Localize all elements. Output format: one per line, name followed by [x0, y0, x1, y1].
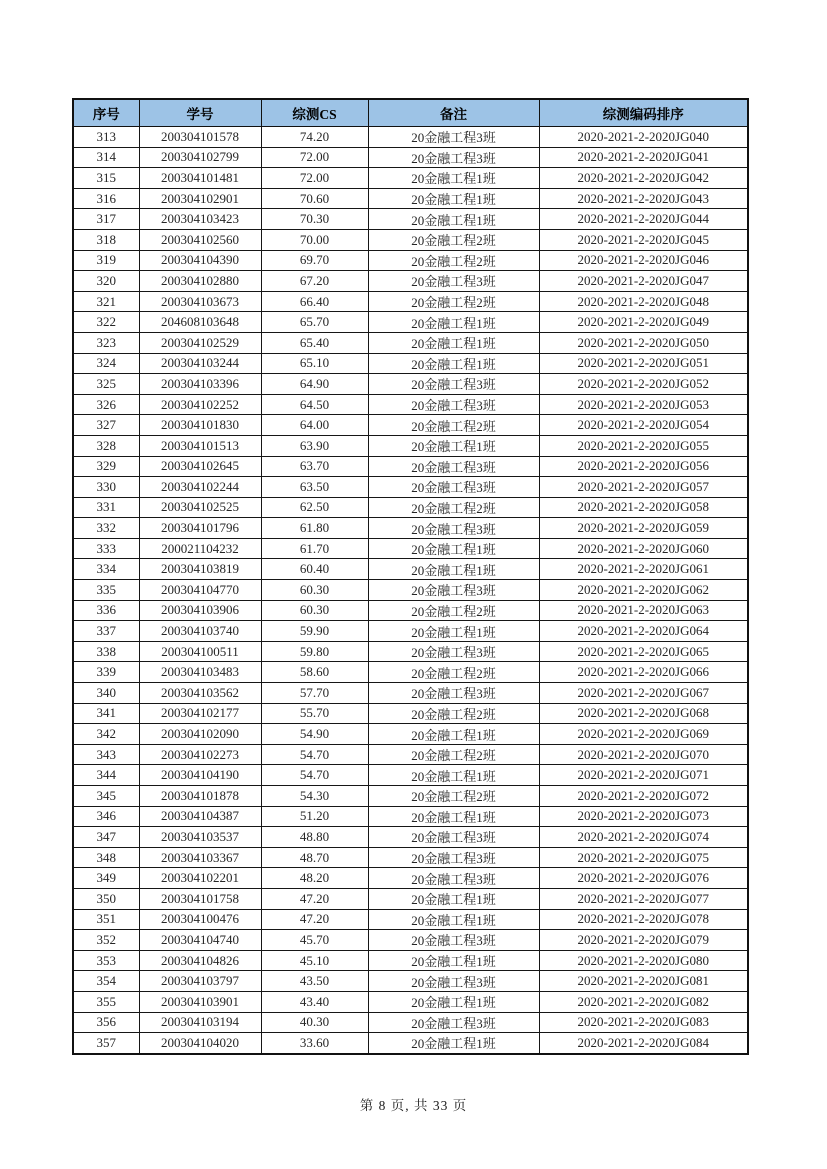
- cell-remark: 20金融工程2班: [368, 600, 539, 621]
- cell-remark: 20金融工程3班: [368, 1012, 539, 1033]
- cell-remark: 20金融工程3班: [368, 868, 539, 889]
- cell-seq: 336: [73, 600, 139, 621]
- cell-score: 70.60: [261, 188, 368, 209]
- cell-student-id: 200304102560: [139, 229, 261, 250]
- cell-student-id: 200304102252: [139, 394, 261, 415]
- column-header-student-id: 学号: [139, 99, 261, 127]
- column-header-remark: 备注: [368, 99, 539, 127]
- cell-score: 63.50: [261, 477, 368, 498]
- table-row: [73, 765, 748, 786]
- table-row: [73, 559, 748, 580]
- cell-student-id: 200304103906: [139, 600, 261, 621]
- cell-score: 66.40: [261, 291, 368, 312]
- cell-score: 70.30: [261, 209, 368, 230]
- cell-remark: 20金融工程1班: [368, 724, 539, 745]
- cell-student-id: 200304103537: [139, 827, 261, 848]
- table-row: [73, 724, 748, 745]
- cell-score: 54.70: [261, 765, 368, 786]
- cell-seq: 347: [73, 827, 139, 848]
- cell-student-id: 200304103423: [139, 209, 261, 230]
- cell-code-sort: 2020-2021-2-2020JG060: [539, 538, 748, 559]
- cell-seq: 329: [73, 456, 139, 477]
- cell-student-id: 200304103483: [139, 662, 261, 683]
- cell-code-sort: 2020-2021-2-2020JG044: [539, 209, 748, 230]
- cell-code-sort: 2020-2021-2-2020JG080: [539, 950, 748, 971]
- cell-seq: 345: [73, 786, 139, 807]
- cell-code-sort: 2020-2021-2-2020JG051: [539, 353, 748, 374]
- table-row: [73, 1012, 748, 1033]
- table-row: [73, 394, 748, 415]
- cell-student-id: 200304103244: [139, 353, 261, 374]
- cell-student-id: 200304102244: [139, 477, 261, 498]
- cell-student-id: 200304104740: [139, 930, 261, 951]
- cell-student-id: 200304101578: [139, 127, 261, 148]
- table-row: [73, 888, 748, 909]
- cell-student-id: 200304103367: [139, 847, 261, 868]
- cell-code-sort: 2020-2021-2-2020JG062: [539, 580, 748, 601]
- cell-student-id: 200304100511: [139, 641, 261, 662]
- cell-student-id: 200304101878: [139, 786, 261, 807]
- cell-code-sort: 2020-2021-2-2020JG055: [539, 435, 748, 456]
- cell-student-id: 200304103740: [139, 621, 261, 642]
- cell-code-sort: 2020-2021-2-2020JG068: [539, 703, 748, 724]
- cell-remark: 20金融工程1班: [368, 188, 539, 209]
- cell-remark: 20金融工程3班: [368, 827, 539, 848]
- table-row: [73, 147, 748, 168]
- cell-code-sort: 2020-2021-2-2020JG047: [539, 271, 748, 292]
- cell-code-sort: 2020-2021-2-2020JG050: [539, 332, 748, 353]
- cell-code-sort: 2020-2021-2-2020JG061: [539, 559, 748, 580]
- cell-remark: 20金融工程3班: [368, 683, 539, 704]
- table-row: [73, 497, 748, 518]
- table-row: [73, 271, 748, 292]
- cell-code-sort: 2020-2021-2-2020JG041: [539, 147, 748, 168]
- cell-remark: 20金融工程1班: [368, 765, 539, 786]
- cell-score: 61.80: [261, 518, 368, 539]
- table-row: [73, 847, 748, 868]
- table-row: [73, 250, 748, 271]
- cell-score: 60.40: [261, 559, 368, 580]
- cell-remark: 20金融工程3班: [368, 456, 539, 477]
- table-row: [73, 806, 748, 827]
- cell-student-id: 200304101513: [139, 435, 261, 456]
- cell-code-sort: 2020-2021-2-2020JG082: [539, 991, 748, 1012]
- cell-student-id: 200304102273: [139, 744, 261, 765]
- table-row: [73, 580, 748, 601]
- cell-code-sort: 2020-2021-2-2020JG075: [539, 847, 748, 868]
- cell-score: 47.20: [261, 909, 368, 930]
- table-row: [73, 930, 748, 951]
- cell-code-sort: 2020-2021-2-2020JG065: [539, 641, 748, 662]
- cell-seq: 327: [73, 415, 139, 436]
- table-row: [73, 229, 748, 250]
- cell-code-sort: 2020-2021-2-2020JG076: [539, 868, 748, 889]
- cell-seq: 355: [73, 991, 139, 1012]
- cell-seq: 323: [73, 332, 139, 353]
- cell-seq: 330: [73, 477, 139, 498]
- cell-code-sort: 2020-2021-2-2020JG045: [539, 229, 748, 250]
- table-row: [73, 662, 748, 683]
- cell-seq: 326: [73, 394, 139, 415]
- table-row: [73, 703, 748, 724]
- cell-remark: 20金融工程1班: [368, 950, 539, 971]
- cell-code-sort: 2020-2021-2-2020JG064: [539, 621, 748, 642]
- cell-remark: 20金融工程3班: [368, 847, 539, 868]
- cell-seq: 341: [73, 703, 139, 724]
- cell-code-sort: 2020-2021-2-2020JG048: [539, 291, 748, 312]
- cell-remark: 20金融工程2班: [368, 497, 539, 518]
- cell-seq: 321: [73, 291, 139, 312]
- cell-student-id: 200304101758: [139, 888, 261, 909]
- cell-score: 63.90: [261, 435, 368, 456]
- cell-code-sort: 2020-2021-2-2020JG069: [539, 724, 748, 745]
- cell-student-id: 200304101796: [139, 518, 261, 539]
- cell-student-id: 200021104232: [139, 538, 261, 559]
- cell-student-id: 204608103648: [139, 312, 261, 333]
- table-header-row: [73, 99, 748, 127]
- cell-seq: 356: [73, 1012, 139, 1033]
- cell-score: 72.00: [261, 147, 368, 168]
- cell-code-sort: 2020-2021-2-2020JG078: [539, 909, 748, 930]
- cell-student-id: 200304103396: [139, 374, 261, 395]
- cell-remark: 20金融工程2班: [368, 250, 539, 271]
- table-row: [73, 518, 748, 539]
- cell-score: 72.00: [261, 168, 368, 189]
- cell-score: 64.90: [261, 374, 368, 395]
- cell-student-id: 200304102177: [139, 703, 261, 724]
- cell-seq: 342: [73, 724, 139, 745]
- table-row: [73, 332, 748, 353]
- cell-seq: 334: [73, 559, 139, 580]
- cell-student-id: 200304102901: [139, 188, 261, 209]
- table-row: [73, 209, 748, 230]
- cell-remark: 20金融工程3班: [368, 518, 539, 539]
- cell-seq: 350: [73, 888, 139, 909]
- cell-student-id: 200304102880: [139, 271, 261, 292]
- cell-student-id: 200304104770: [139, 580, 261, 601]
- cell-score: 74.20: [261, 127, 368, 148]
- table-row: [73, 291, 748, 312]
- page-number-footer: 第 8 页, 共 33 页: [359, 1098, 468, 1113]
- cell-score: 61.70: [261, 538, 368, 559]
- cell-remark: 20金融工程1班: [368, 538, 539, 559]
- cell-student-id: 200304104390: [139, 250, 261, 271]
- cell-score: 58.60: [261, 662, 368, 683]
- table-row: [73, 435, 748, 456]
- cell-code-sort: 2020-2021-2-2020JG057: [539, 477, 748, 498]
- cell-score: 54.30: [261, 786, 368, 807]
- table-row: [73, 991, 748, 1012]
- cell-seq: 324: [73, 353, 139, 374]
- cell-remark: 20金融工程1班: [368, 1033, 539, 1054]
- cell-score: 60.30: [261, 580, 368, 601]
- cell-code-sort: 2020-2021-2-2020JG070: [539, 744, 748, 765]
- cell-remark: 20金融工程3班: [368, 147, 539, 168]
- cell-seq: 317: [73, 209, 139, 230]
- cell-code-sort: 2020-2021-2-2020JG046: [539, 250, 748, 271]
- table-row: [73, 312, 748, 333]
- cell-code-sort: 2020-2021-2-2020JG040: [539, 127, 748, 148]
- cell-score: 64.00: [261, 415, 368, 436]
- cell-score: 54.70: [261, 744, 368, 765]
- cell-score: 64.50: [261, 394, 368, 415]
- cell-remark: 20金融工程1班: [368, 909, 539, 930]
- table-row: [73, 786, 748, 807]
- table-row: [73, 353, 748, 374]
- cell-remark: 20金融工程1班: [368, 806, 539, 827]
- column-header-score: 综测CS: [261, 99, 368, 127]
- table-row: [73, 600, 748, 621]
- column-header-seq: 序号: [73, 99, 139, 127]
- cell-remark: 20金融工程3班: [368, 641, 539, 662]
- cell-code-sort: 2020-2021-2-2020JG084: [539, 1033, 748, 1054]
- cell-seq: 333: [73, 538, 139, 559]
- cell-seq: 316: [73, 188, 139, 209]
- cell-code-sort: 2020-2021-2-2020JG079: [539, 930, 748, 951]
- cell-score: 63.70: [261, 456, 368, 477]
- cell-seq: 349: [73, 868, 139, 889]
- cell-code-sort: 2020-2021-2-2020JG071: [539, 765, 748, 786]
- cell-score: 43.40: [261, 991, 368, 1012]
- cell-remark: 20金融工程1班: [368, 332, 539, 353]
- table-row: [73, 827, 748, 848]
- cell-score: 45.10: [261, 950, 368, 971]
- cell-code-sort: 2020-2021-2-2020JG042: [539, 168, 748, 189]
- cell-score: 48.80: [261, 827, 368, 848]
- table-row: [73, 168, 748, 189]
- cell-seq: 313: [73, 127, 139, 148]
- cell-seq: 322: [73, 312, 139, 333]
- cell-student-id: 200304104020: [139, 1033, 261, 1054]
- cell-remark: 20金融工程1班: [368, 209, 539, 230]
- cell-score: 60.30: [261, 600, 368, 621]
- cell-remark: 20金融工程1班: [368, 168, 539, 189]
- cell-student-id: 200304104387: [139, 806, 261, 827]
- cell-seq: 353: [73, 950, 139, 971]
- cell-remark: 20金融工程1班: [368, 991, 539, 1012]
- cell-score: 40.30: [261, 1012, 368, 1033]
- cell-remark: 20金融工程3班: [368, 127, 539, 148]
- table-body: [73, 127, 748, 1054]
- cell-student-id: 200304104826: [139, 950, 261, 971]
- cell-seq: 315: [73, 168, 139, 189]
- cell-remark: 20金融工程3班: [368, 971, 539, 992]
- cell-code-sort: 2020-2021-2-2020JG083: [539, 1012, 748, 1033]
- cell-seq: 354: [73, 971, 139, 992]
- cell-remark: 20金融工程1班: [368, 621, 539, 642]
- cell-remark: 20金融工程2班: [368, 229, 539, 250]
- cell-score: 43.50: [261, 971, 368, 992]
- cell-code-sort: 2020-2021-2-2020JG073: [539, 806, 748, 827]
- cell-seq: 357: [73, 1033, 139, 1054]
- cell-code-sort: 2020-2021-2-2020JG054: [539, 415, 748, 436]
- table-row: [73, 188, 748, 209]
- cell-student-id: 200304103673: [139, 291, 261, 312]
- cell-seq: 331: [73, 497, 139, 518]
- cell-remark: 20金融工程1班: [368, 312, 539, 333]
- table-row: [73, 538, 748, 559]
- table-row: [73, 641, 748, 662]
- cell-student-id: 200304103562: [139, 683, 261, 704]
- cell-seq: 314: [73, 147, 139, 168]
- table-row: [73, 971, 748, 992]
- cell-code-sort: 2020-2021-2-2020JG059: [539, 518, 748, 539]
- cell-score: 55.70: [261, 703, 368, 724]
- cell-remark: 20金融工程1班: [368, 888, 539, 909]
- cell-score: 48.20: [261, 868, 368, 889]
- cell-student-id: 200304102529: [139, 332, 261, 353]
- cell-remark: 20金融工程3班: [368, 477, 539, 498]
- cell-seq: 343: [73, 744, 139, 765]
- table-row: [73, 1033, 748, 1054]
- score-table: [72, 98, 749, 1055]
- cell-seq: 332: [73, 518, 139, 539]
- cell-score: 65.70: [261, 312, 368, 333]
- cell-score: 59.90: [261, 621, 368, 642]
- cell-code-sort: 2020-2021-2-2020JG056: [539, 456, 748, 477]
- cell-score: 65.10: [261, 353, 368, 374]
- cell-remark: 20金融工程3班: [368, 394, 539, 415]
- cell-score: 59.80: [261, 641, 368, 662]
- cell-remark: 20金融工程3班: [368, 930, 539, 951]
- cell-code-sort: 2020-2021-2-2020JG043: [539, 188, 748, 209]
- cell-student-id: 200304102645: [139, 456, 261, 477]
- cell-seq: 348: [73, 847, 139, 868]
- cell-student-id: 200304103194: [139, 1012, 261, 1033]
- table-row: [73, 683, 748, 704]
- cell-student-id: 200304100476: [139, 909, 261, 930]
- cell-score: 54.90: [261, 724, 368, 745]
- cell-student-id: 200304103819: [139, 559, 261, 580]
- table-row: [73, 415, 748, 436]
- cell-code-sort: 2020-2021-2-2020JG067: [539, 683, 748, 704]
- cell-code-sort: 2020-2021-2-2020JG052: [539, 374, 748, 395]
- cell-remark: 20金融工程2班: [368, 703, 539, 724]
- cell-seq: 318: [73, 229, 139, 250]
- cell-score: 57.70: [261, 683, 368, 704]
- cell-remark: 20金融工程2班: [368, 291, 539, 312]
- table-row: [73, 950, 748, 971]
- cell-remark: 20金融工程2班: [368, 415, 539, 436]
- cell-remark: 20金融工程1班: [368, 559, 539, 580]
- table-row: [73, 909, 748, 930]
- cell-score: 47.20: [261, 888, 368, 909]
- cell-remark: 20金融工程1班: [368, 435, 539, 456]
- cell-score: 65.40: [261, 332, 368, 353]
- cell-seq: 335: [73, 580, 139, 601]
- cell-score: 67.20: [261, 271, 368, 292]
- cell-remark: 20金融工程1班: [368, 353, 539, 374]
- cell-seq: 340: [73, 683, 139, 704]
- cell-student-id: 200304103797: [139, 971, 261, 992]
- cell-seq: 320: [73, 271, 139, 292]
- cell-seq: 351: [73, 909, 139, 930]
- cell-student-id: 200304101830: [139, 415, 261, 436]
- cell-score: 51.20: [261, 806, 368, 827]
- cell-student-id: 200304102799: [139, 147, 261, 168]
- cell-score: 45.70: [261, 930, 368, 951]
- cell-score: 62.50: [261, 497, 368, 518]
- column-header-code-sort: 综测编码排序: [539, 99, 748, 127]
- cell-score: 70.00: [261, 229, 368, 250]
- cell-remark: 20金融工程2班: [368, 786, 539, 807]
- cell-code-sort: 2020-2021-2-2020JG081: [539, 971, 748, 992]
- cell-seq: 344: [73, 765, 139, 786]
- cell-remark: 20金融工程3班: [368, 374, 539, 395]
- table-row: [73, 621, 748, 642]
- cell-seq: 337: [73, 621, 139, 642]
- cell-seq: 352: [73, 930, 139, 951]
- cell-score: 33.60: [261, 1033, 368, 1054]
- table-row: [73, 374, 748, 395]
- cell-code-sort: 2020-2021-2-2020JG058: [539, 497, 748, 518]
- cell-student-id: 200304102201: [139, 868, 261, 889]
- cell-remark: 20金融工程2班: [368, 744, 539, 765]
- cell-student-id: 200304104190: [139, 765, 261, 786]
- cell-student-id: 200304101481: [139, 168, 261, 189]
- cell-remark: 20金融工程3班: [368, 580, 539, 601]
- table-row: [73, 744, 748, 765]
- cell-student-id: 200304102090: [139, 724, 261, 745]
- table-row: [73, 456, 748, 477]
- cell-code-sort: 2020-2021-2-2020JG063: [539, 600, 748, 621]
- cell-score: 69.70: [261, 250, 368, 271]
- cell-seq: 339: [73, 662, 139, 683]
- cell-seq: 325: [73, 374, 139, 395]
- cell-remark: 20金融工程3班: [368, 271, 539, 292]
- cell-student-id: 200304102525: [139, 497, 261, 518]
- table-row: [73, 127, 748, 148]
- cell-seq: 319: [73, 250, 139, 271]
- cell-code-sort: 2020-2021-2-2020JG053: [539, 394, 748, 415]
- cell-code-sort: 2020-2021-2-2020JG049: [539, 312, 748, 333]
- cell-code-sort: 2020-2021-2-2020JG074: [539, 827, 748, 848]
- table-row: [73, 868, 748, 889]
- cell-student-id: 200304103901: [139, 991, 261, 1012]
- cell-remark: 20金融工程2班: [368, 662, 539, 683]
- cell-score: 48.70: [261, 847, 368, 868]
- cell-seq: 346: [73, 806, 139, 827]
- cell-seq: 338: [73, 641, 139, 662]
- cell-code-sort: 2020-2021-2-2020JG072: [539, 786, 748, 807]
- table-row: [73, 477, 748, 498]
- cell-seq: 328: [73, 435, 139, 456]
- cell-code-sort: 2020-2021-2-2020JG066: [539, 662, 748, 683]
- cell-code-sort: 2020-2021-2-2020JG077: [539, 888, 748, 909]
